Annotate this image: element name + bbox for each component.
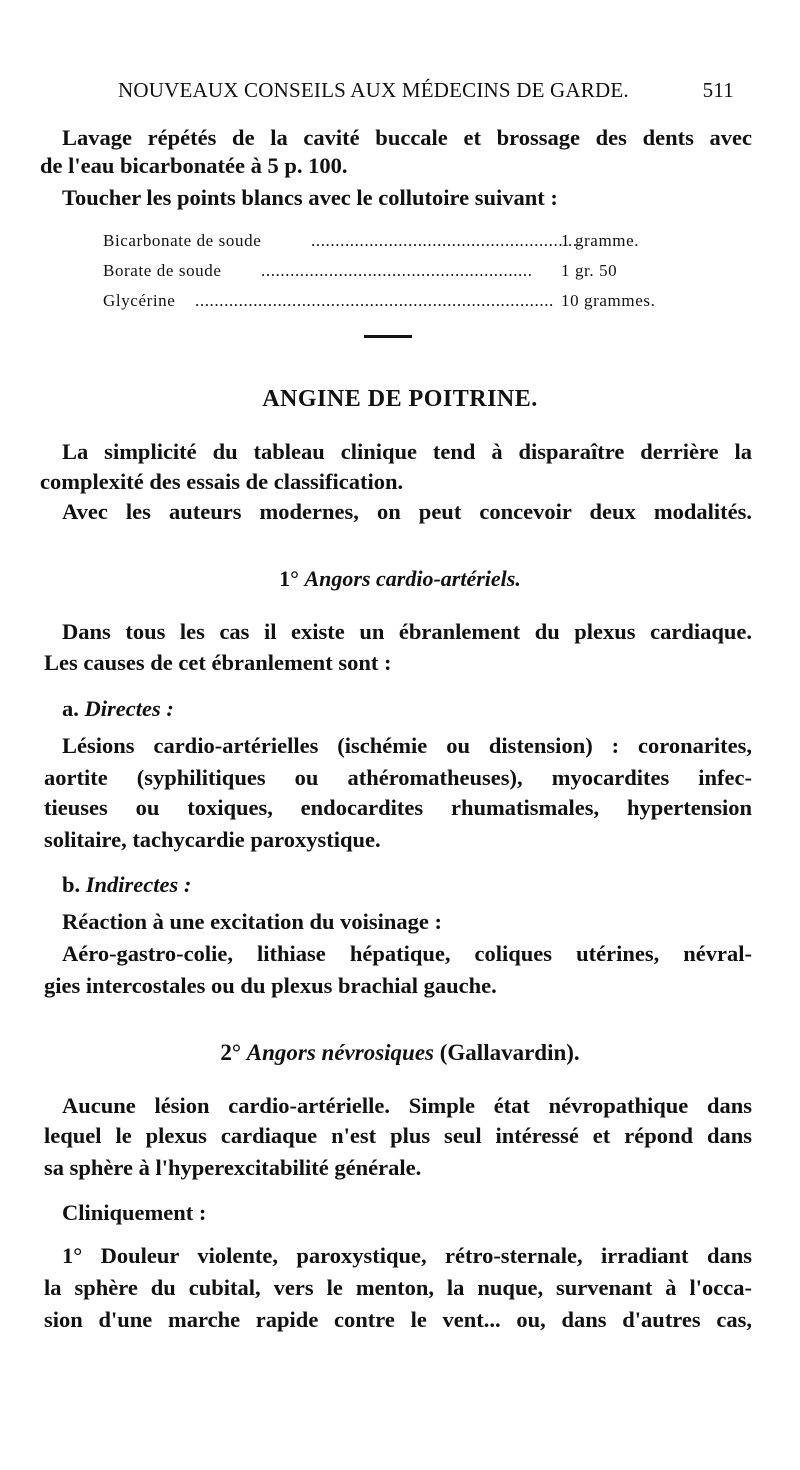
text-line: Lavage répétés de la cavité buccale et brossage des dents avec [62,125,752,150]
leader-dots: ........................................................ [261,261,533,280]
text-line: 1° Douleur violente, paroxystique, rétro-sternale, irradiant dans [62,1243,752,1268]
section-divider [364,335,412,338]
text-line: lequel le plexus cardiaque n'est plus seul intéressé et répond dans [44,1123,752,1148]
subsection-attribution: (Gallavardin). [439,1040,580,1065]
page-number: 511 [702,78,734,102]
text-line: Les causes de cet ébranlement sont : [44,650,392,675]
leader-dots: .......................................................................... [195,291,554,310]
item-letter: a. [62,696,79,721]
text-line: Avec les auteurs modernes, on peut concevoir deux modalités. [62,499,752,524]
text-line: Aéro-gastro-colie, lithiase hépatique, coliques utérines, névral- [62,941,752,966]
subsection-heading: Angors cardio-artériels. [304,566,521,591]
subsection-number: 1° [279,566,299,591]
ingredient-name: Glycérine [103,291,176,310]
subsection-title [0,566,800,592]
subsection-number: 2° [220,1040,242,1065]
text-line: sion d'une marche rapide contre le vent... ou, dans d'autres cas, [44,1307,752,1332]
ingredient-name: Bicarbonate de soude [103,231,262,250]
ingredient-quantity: 1 gr. 50 [561,261,618,280]
item-label [62,696,174,722]
text-line: de l'eau bicarbonatée à 5 p. 100. [40,153,348,178]
clinical-label: Cliniquement : [62,1200,207,1225]
prescription-row [103,256,683,286]
ingredient-quantity: 1 gramme. [561,231,640,250]
text-line: sa sphère à l'hyperexcitabilité générale. [44,1155,422,1180]
text-line: Dans tous les cas il existe un ébranlement du plexus cardiaque. [62,619,752,644]
running-header [118,78,738,108]
subsection-heading: Angors névrosiques [246,1040,434,1065]
subsection-title [0,1040,800,1066]
item-title: Indirectes : [85,872,192,897]
text-line: complexité des essais de classification. [40,469,404,494]
section-title: ANGINE DE POITRINE. [262,386,538,412]
leader-dots: ........................................................ [311,231,583,250]
ingredient-name: Borate de soude [103,261,222,280]
text-line: Réaction à une excitation du voisinage : [62,909,442,934]
text-line: solitaire, tachycardie paroxystique. [44,827,381,852]
text-line: Aucune lésion cardio-artérielle. Simple état névropathique dans [62,1093,752,1118]
text-line: la sphère du cubital, vers le menton, la nuque, survenant à l'occa- [44,1275,752,1300]
item-title: Directes : [84,696,174,721]
text-line: gies intercostales ou du plexus brachial gauche. [44,973,497,998]
prescription-row [103,226,683,256]
item-label [62,872,191,898]
prescription-list [103,226,683,316]
text-line: La simplicité du tableau clinique tend à disparaître derrière la [62,439,752,464]
prescription-row [103,286,683,316]
text-line: Toucher les points blancs avec le collutoire suivant : [62,185,558,210]
text-line: tieuses ou toxiques, endocardites rhumatismales, hypertension [44,795,752,820]
item-letter: b. [62,872,81,897]
ingredient-quantity: 10 grammes. [561,291,656,310]
text-line: Lésions cardio-artérielles (ischémie ou distension) : coronarites, [62,733,752,758]
running-title: NOUVEAUX CONSEILS AUX MÉDECINS DE GARDE. [118,78,629,102]
text-line: aortite (syphilitiques ou athéromatheuses), myocardites infec- [44,765,752,790]
